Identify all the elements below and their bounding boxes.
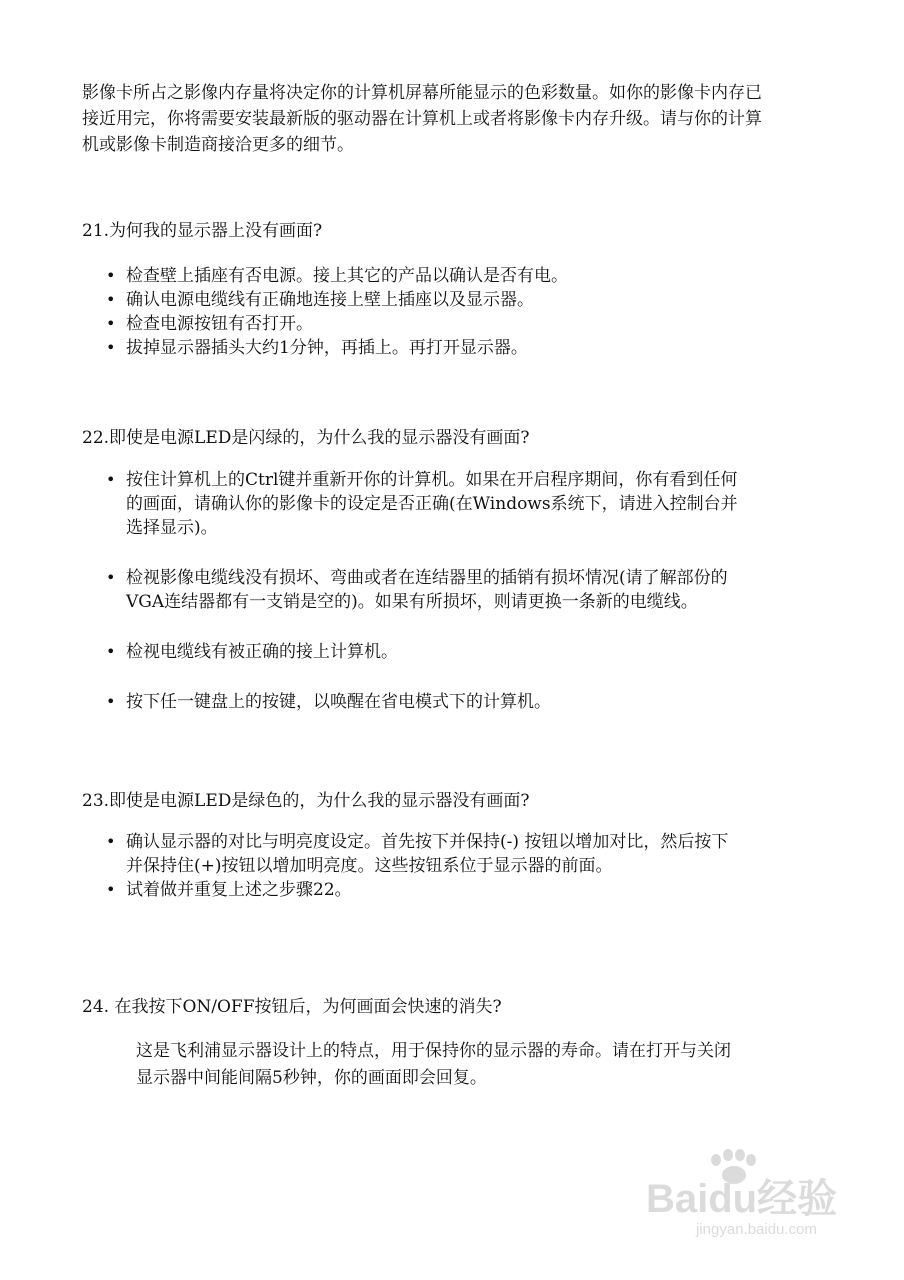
- list-item: • 确认显示器的对比与明亮度设定。首先按下并保持(-) 按钮以增加对比，然后按下并保持住(+)按钮以增加明亮度。这些按钮系位于显示器的前面。: [104, 830, 744, 878]
- list-item: • 检查壁上插座有否电源。接上其它的产品以确认是否有电。: [104, 264, 744, 288]
- watermark-url: jingyan.baidu.com: [696, 1221, 817, 1238]
- list-item: • 按下任一键盘上的按键，以唤醒在省电模式下的计算机。: [104, 690, 744, 714]
- question-23-title: 23.即使是电源LED是绿色的，为什么我的显示器没有画面?: [82, 791, 530, 811]
- question-23-list: [104, 830, 744, 902]
- list-item: • 按住计算机上的Ctrl键并重新开你的计算机。如果在开启程序期间，你有看到任何的画面，请确认你的影像卡的设定是否正确(在Windows系统下，请进入控制台并选择显示)。: [104, 468, 744, 540]
- question-21-title: 21.为何我的显示器上没有画面?: [82, 221, 323, 241]
- intro-paragraph: 影像卡所占之影像内存量将决定你的计算机屏幕所能显示的色彩数量。如你的影像卡内存已接近用完，你将需要安装最新版的驱动器在计算机上或者将影像卡内存升级。请与你的计算机或影像卡制造商接洽更多的细节。: [82, 83, 762, 155]
- question-22-title: 22.即使是电源LED是闪绿的，为什么我的显示器没有画面?: [82, 428, 530, 448]
- question-21-list: [104, 264, 744, 360]
- list-item: • 试着做并重复上述之步骤22。: [104, 878, 744, 902]
- watermark-brand: Baidu经验: [646, 1177, 838, 1221]
- list-item: • 检视影像电缆线没有损坏、弯曲或者在连结器里的插销有损坏情况(请了解部份的VGA连结器都有一支销是空的)。如果有所损坏，则请更换一条新的电缆线。: [104, 566, 744, 614]
- baidu-jingyan-watermark: [640, 1148, 870, 1240]
- list-item: • 拔掉显示器插头大约1分钟，再插上。再打开显示器。: [104, 336, 744, 360]
- question-22-list: [104, 468, 744, 714]
- list-item: • 检视电缆线有被正确的接上计算机。: [104, 640, 744, 664]
- question-24-title: 24. 在我按下ON/OFF按钮后，为何画面会快速的消失?: [82, 997, 502, 1017]
- list-item: • 检查电源按钮有否打开。: [104, 312, 744, 336]
- question-24-answer: 这是飞利浦显示器设计上的特点，用于保持你的显示器的寿命。请在打开与关闭显示器中间能间隔5秒钟，你的画面即会回复。: [136, 1041, 731, 1088]
- list-item: • 确认电源电缆线有正确地连接上壁上插座以及显示器。: [104, 288, 744, 312]
